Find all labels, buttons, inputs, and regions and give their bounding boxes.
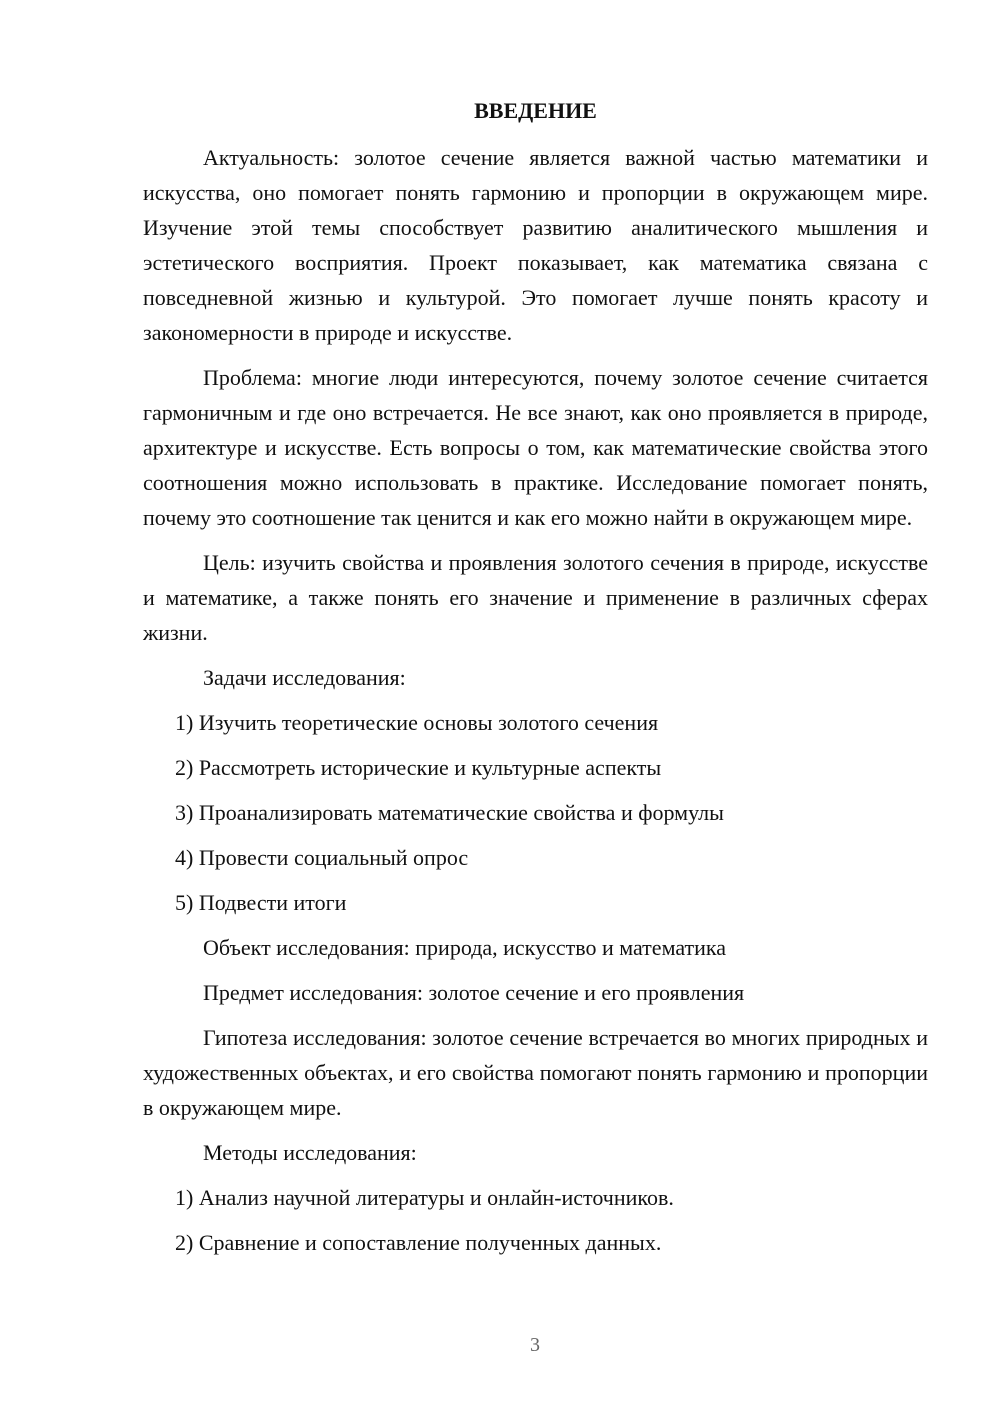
document-page — [143, 96, 928, 1270]
task-item: 3) Проанализировать математические свойства и формулы — [175, 800, 724, 825]
hypothesis-paragraph: Гипотеза исследования: золотое сечение встречается во многих природных и художественных объектах, и его свойства помогают понять гармонию и пропорции в окружающем мире. — [143, 1025, 928, 1120]
methods-title: Методы исследования: — [203, 1140, 417, 1165]
task-item: 4) Провести социальный опрос — [175, 845, 469, 870]
subject-line: Предмет исследования: золотое сечение и его проявления — [203, 980, 745, 1005]
relevance-paragraph: Актуальность: золотое сечение является важной частью математики и искусства, оно помогает понять гармонию и пропорции в окружающем мире. Изучение этой темы способствует развитию аналитического мышления и эстетического восприятия. Проект показывает, как математика связана с повседневной жизнью и культурой. Это помогает лучше понять красоту и закономерности в природе и искусстве. — [143, 145, 928, 345]
task-item: 1) Изучить теоретические основы золотого сечения — [175, 710, 659, 735]
task-item: 5) Подвести итоги — [175, 890, 347, 915]
problem-paragraph: Проблема: многие люди интересуются, почему золотое сечение считается гармоничным и где оно встречается. Не все знают, как оно проявляется в природе, архитектуре и искусстве. Есть вопросы о том, как математические свойства этого соотношения можно использовать в практике. Исследование помогает понять, почему это соотношение так ценится и как его можно найти в окружающем мире. — [143, 365, 928, 530]
method-item: 2) Сравнение и сопоставление полученных данных. — [175, 1230, 662, 1255]
page-number: 3 — [530, 1334, 540, 1356]
object-line: Объект исследования: природа, искусство и математика — [203, 935, 727, 960]
tasks-title: Задачи исследования: — [203, 665, 406, 690]
goal-paragraph: Цель: изучить свойства и проявления золотого сечения в природе, искусстве и математике, а также понять его значение и применение в различных сферах жизни. — [143, 550, 928, 645]
section-heading: ВВЕДЕНИЕ — [474, 98, 597, 123]
task-item: 2) Рассмотреть исторические и культурные аспекты — [175, 755, 662, 780]
method-item: 1) Анализ научной литературы и онлайн-источников. — [175, 1185, 674, 1210]
